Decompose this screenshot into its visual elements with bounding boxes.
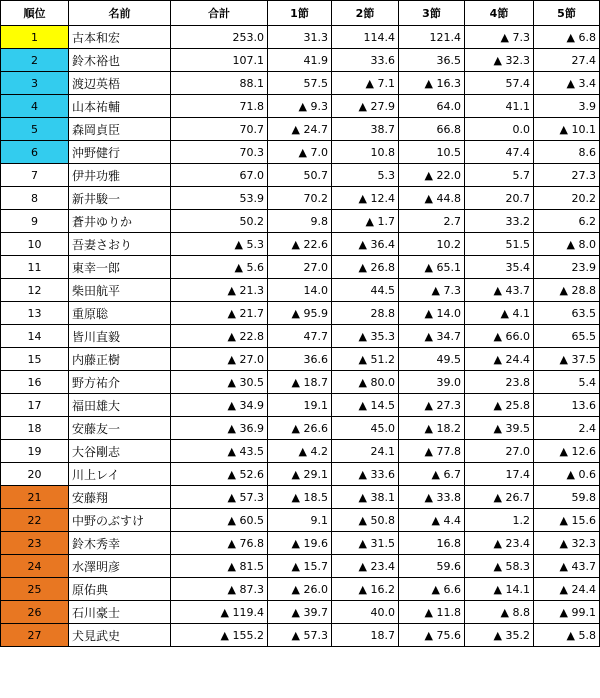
total-score: ▲ 21.3 [171, 279, 268, 302]
section-5-score: 8.6 [534, 141, 600, 164]
section-3-score: 2.7 [399, 210, 465, 233]
total-score: ▲ 155.2 [171, 624, 268, 647]
section-1-score: ▲ 9.3 [268, 95, 332, 118]
section-3-score: 64.0 [399, 95, 465, 118]
rank-cell: 8 [1, 187, 69, 210]
section-4-score: ▲ 35.2 [465, 624, 534, 647]
section-2-score: 28.8 [332, 302, 399, 325]
rank-cell: 7 [1, 164, 69, 187]
player-name: 吾妻さおり [69, 233, 171, 256]
header-total: 合計 [171, 1, 268, 26]
section-5-score: ▲ 43.7 [534, 555, 600, 578]
section-1-score: ▲ 18.7 [268, 371, 332, 394]
section-3-score: ▲ 22.0 [399, 164, 465, 187]
section-5-score: 63.5 [534, 302, 600, 325]
section-2-score: 114.4 [332, 26, 399, 49]
table-row [1, 256, 600, 279]
rank-cell: 12 [1, 279, 69, 302]
table-row [1, 486, 600, 509]
section-2-score: ▲ 26.8 [332, 256, 399, 279]
rank-cell: 15 [1, 348, 69, 371]
rank-cell: 18 [1, 417, 69, 440]
rank-cell: 23 [1, 532, 69, 555]
total-score: ▲ 76.8 [171, 532, 268, 555]
player-name: 渡辺英梧 [69, 72, 171, 95]
player-name: 中野のぶすけ [69, 509, 171, 532]
section-5-score: ▲ 99.1 [534, 601, 600, 624]
section-4-score: ▲ 7.3 [465, 26, 534, 49]
table-row [1, 187, 600, 210]
section-3-score: 39.0 [399, 371, 465, 394]
section-3-score: 36.5 [399, 49, 465, 72]
rank-cell: 25 [1, 578, 69, 601]
total-score: 50.2 [171, 210, 268, 233]
table-row [1, 348, 600, 371]
section-1-score: 57.5 [268, 72, 332, 95]
rank-cell: 1 [1, 26, 69, 49]
rank-cell: 22 [1, 509, 69, 532]
table-row [1, 118, 600, 141]
section-2-score: ▲ 31.5 [332, 532, 399, 555]
section-1-score: 47.7 [268, 325, 332, 348]
section-5-score: ▲ 32.3 [534, 532, 600, 555]
total-score: 67.0 [171, 164, 268, 187]
player-name: 鈴木裕也 [69, 49, 171, 72]
rank-cell: 2 [1, 49, 69, 72]
table-row [1, 509, 600, 532]
section-5-score: 65.5 [534, 325, 600, 348]
section-4-score: ▲ 25.8 [465, 394, 534, 417]
section-3-score: 10.5 [399, 141, 465, 164]
section-1-score: ▲ 4.2 [268, 440, 332, 463]
rank-cell: 3 [1, 72, 69, 95]
table-row [1, 164, 600, 187]
total-score: 253.0 [171, 26, 268, 49]
rank-cell: 24 [1, 555, 69, 578]
header-section-2: 2節 [332, 1, 399, 26]
table-row [1, 417, 600, 440]
table-row [1, 233, 600, 256]
player-name: 古本和宏 [69, 26, 171, 49]
player-name: 安藤友一 [69, 417, 171, 440]
section-5-score: 23.9 [534, 256, 600, 279]
section-5-score: 27.4 [534, 49, 600, 72]
total-score: ▲ 30.5 [171, 371, 268, 394]
section-3-score: 59.6 [399, 555, 465, 578]
section-3-score: ▲ 34.7 [399, 325, 465, 348]
section-3-score: ▲ 27.3 [399, 394, 465, 417]
section-2-score: ▲ 35.3 [332, 325, 399, 348]
table-row [1, 141, 600, 164]
section-1-score: ▲ 24.7 [268, 118, 332, 141]
rank-cell: 27 [1, 624, 69, 647]
section-3-score: 66.8 [399, 118, 465, 141]
section-4-score: 51.5 [465, 233, 534, 256]
section-4-score: 20.7 [465, 187, 534, 210]
section-5-score: ▲ 24.4 [534, 578, 600, 601]
header-rank: 順位 [1, 1, 69, 26]
total-score: 107.1 [171, 49, 268, 72]
section-5-score: ▲ 10.1 [534, 118, 600, 141]
rank-cell: 20 [1, 463, 69, 486]
section-4-score: 17.4 [465, 463, 534, 486]
player-name: 安藤翔 [69, 486, 171, 509]
section-1-score: 27.0 [268, 256, 332, 279]
player-name: 石川豪士 [69, 601, 171, 624]
rank-cell: 21 [1, 486, 69, 509]
rank-cell: 5 [1, 118, 69, 141]
section-2-score: 5.3 [332, 164, 399, 187]
player-name: 新井駿一 [69, 187, 171, 210]
section-5-score: ▲ 12.6 [534, 440, 600, 463]
section-4-score: ▲ 26.7 [465, 486, 534, 509]
table-row [1, 302, 600, 325]
section-4-score: ▲ 8.8 [465, 601, 534, 624]
section-2-score: ▲ 33.6 [332, 463, 399, 486]
table-row [1, 72, 600, 95]
section-3-score: ▲ 33.8 [399, 486, 465, 509]
section-3-score: ▲ 77.8 [399, 440, 465, 463]
section-4-score: ▲ 24.4 [465, 348, 534, 371]
section-1-score: ▲ 39.7 [268, 601, 332, 624]
total-score: ▲ 119.4 [171, 601, 268, 624]
section-4-score: 33.2 [465, 210, 534, 233]
section-1-score: 9.1 [268, 509, 332, 532]
section-1-score: ▲ 22.6 [268, 233, 332, 256]
section-3-score: ▲ 44.8 [399, 187, 465, 210]
table-row [1, 26, 600, 49]
section-5-score: 5.4 [534, 371, 600, 394]
section-4-score: ▲ 43.7 [465, 279, 534, 302]
total-score: 88.1 [171, 72, 268, 95]
section-1-score: ▲ 26.6 [268, 417, 332, 440]
total-score: 53.9 [171, 187, 268, 210]
total-score: ▲ 5.6 [171, 256, 268, 279]
header-section-5: 5節 [534, 1, 600, 26]
section-3-score: ▲ 75.6 [399, 624, 465, 647]
section-1-score: 41.9 [268, 49, 332, 72]
player-name: 東幸一郎 [69, 256, 171, 279]
section-2-score: ▲ 1.7 [332, 210, 399, 233]
section-2-score: ▲ 23.4 [332, 555, 399, 578]
section-4-score: 57.4 [465, 72, 534, 95]
section-1-score: ▲ 26.0 [268, 578, 332, 601]
player-name: 川上レイ [69, 463, 171, 486]
player-name: 鈴木秀幸 [69, 532, 171, 555]
rank-cell: 26 [1, 601, 69, 624]
header-row [1, 1, 600, 26]
section-5-score: 2.4 [534, 417, 600, 440]
player-name: 犬見武史 [69, 624, 171, 647]
section-1-score: 31.3 [268, 26, 332, 49]
section-4-score: 35.4 [465, 256, 534, 279]
section-2-score: 10.8 [332, 141, 399, 164]
section-3-score: ▲ 14.0 [399, 302, 465, 325]
section-3-score: ▲ 11.8 [399, 601, 465, 624]
rank-cell: 9 [1, 210, 69, 233]
header-section-3: 3節 [399, 1, 465, 26]
section-5-score: ▲ 5.8 [534, 624, 600, 647]
table-row [1, 325, 600, 348]
section-3-score: 121.4 [399, 26, 465, 49]
header-section-4: 4節 [465, 1, 534, 26]
section-4-score: 23.8 [465, 371, 534, 394]
rank-cell: 14 [1, 325, 69, 348]
rank-cell: 13 [1, 302, 69, 325]
section-2-score: ▲ 16.2 [332, 578, 399, 601]
total-score: 70.7 [171, 118, 268, 141]
section-1-score: ▲ 95.9 [268, 302, 332, 325]
table-row [1, 49, 600, 72]
section-4-score: ▲ 58.3 [465, 555, 534, 578]
section-1-score: ▲ 7.0 [268, 141, 332, 164]
rank-cell: 10 [1, 233, 69, 256]
section-5-score: 59.8 [534, 486, 600, 509]
total-score: ▲ 57.3 [171, 486, 268, 509]
section-1-score: 70.2 [268, 187, 332, 210]
total-score: ▲ 21.7 [171, 302, 268, 325]
table-row [1, 463, 600, 486]
rank-cell: 16 [1, 371, 69, 394]
table-row [1, 371, 600, 394]
section-5-score: 6.2 [534, 210, 600, 233]
section-3-score: ▲ 7.3 [399, 279, 465, 302]
total-score: ▲ 60.5 [171, 509, 268, 532]
section-5-score: ▲ 0.6 [534, 463, 600, 486]
section-3-score: 16.8 [399, 532, 465, 555]
section-1-score: 50.7 [268, 164, 332, 187]
section-5-score: 3.9 [534, 95, 600, 118]
section-4-score: 47.4 [465, 141, 534, 164]
section-5-score: ▲ 37.5 [534, 348, 600, 371]
player-name: 皆川直毅 [69, 325, 171, 348]
section-2-score: ▲ 38.1 [332, 486, 399, 509]
player-name: 大谷剛志 [69, 440, 171, 463]
section-5-score: ▲ 8.0 [534, 233, 600, 256]
section-3-score: ▲ 65.1 [399, 256, 465, 279]
rank-cell: 17 [1, 394, 69, 417]
section-1-score: ▲ 19.6 [268, 532, 332, 555]
section-3-score: 10.2 [399, 233, 465, 256]
table-row [1, 210, 600, 233]
section-1-score: 36.6 [268, 348, 332, 371]
section-4-score: ▲ 14.1 [465, 578, 534, 601]
section-1-score: 14.0 [268, 279, 332, 302]
player-name: 原佑典 [69, 578, 171, 601]
section-2-score: 44.5 [332, 279, 399, 302]
table-row [1, 578, 600, 601]
section-2-score: ▲ 12.4 [332, 187, 399, 210]
table-row [1, 394, 600, 417]
header-name: 名前 [69, 1, 171, 26]
section-4-score: 5.7 [465, 164, 534, 187]
section-2-score: ▲ 36.4 [332, 233, 399, 256]
section-2-score: ▲ 50.8 [332, 509, 399, 532]
section-2-score: 40.0 [332, 601, 399, 624]
player-name: 伊井功雅 [69, 164, 171, 187]
section-2-score: 33.6 [332, 49, 399, 72]
section-2-score: 45.0 [332, 417, 399, 440]
rank-cell: 11 [1, 256, 69, 279]
total-score: 70.3 [171, 141, 268, 164]
section-1-score: ▲ 15.7 [268, 555, 332, 578]
total-score: ▲ 87.3 [171, 578, 268, 601]
section-4-score: 1.2 [465, 509, 534, 532]
section-3-score: ▲ 6.6 [399, 578, 465, 601]
rank-cell: 19 [1, 440, 69, 463]
section-2-score: ▲ 27.9 [332, 95, 399, 118]
section-4-score: 0.0 [465, 118, 534, 141]
table-row [1, 555, 600, 578]
total-score: ▲ 22.8 [171, 325, 268, 348]
section-5-score: ▲ 6.8 [534, 26, 600, 49]
section-3-score: ▲ 4.4 [399, 509, 465, 532]
section-5-score: ▲ 3.4 [534, 72, 600, 95]
section-4-score: 41.1 [465, 95, 534, 118]
section-3-score: ▲ 16.3 [399, 72, 465, 95]
section-2-score: 38.7 [332, 118, 399, 141]
section-5-score: 20.2 [534, 187, 600, 210]
player-name: 山本祐輔 [69, 95, 171, 118]
player-name: 水澤明彦 [69, 555, 171, 578]
table-row [1, 95, 600, 118]
section-2-score: ▲ 7.1 [332, 72, 399, 95]
section-3-score: 49.5 [399, 348, 465, 371]
total-score: ▲ 36.9 [171, 417, 268, 440]
table-row [1, 279, 600, 302]
rank-cell: 4 [1, 95, 69, 118]
rank-cell: 6 [1, 141, 69, 164]
total-score: 71.8 [171, 95, 268, 118]
table-row [1, 440, 600, 463]
section-4-score: ▲ 39.5 [465, 417, 534, 440]
section-4-score: ▲ 4.1 [465, 302, 534, 325]
player-name: 沖野健行 [69, 141, 171, 164]
section-2-score: ▲ 51.2 [332, 348, 399, 371]
player-name: 内藤正樹 [69, 348, 171, 371]
player-name: 森岡貞臣 [69, 118, 171, 141]
player-name: 蒼井ゆりか [69, 210, 171, 233]
section-3-score: ▲ 18.2 [399, 417, 465, 440]
section-3-score: ▲ 6.7 [399, 463, 465, 486]
section-5-score: ▲ 15.6 [534, 509, 600, 532]
total-score: ▲ 43.5 [171, 440, 268, 463]
section-5-score: 13.6 [534, 394, 600, 417]
section-2-score: ▲ 80.0 [332, 371, 399, 394]
section-5-score: 27.3 [534, 164, 600, 187]
player-name: 柴田航平 [69, 279, 171, 302]
player-name: 福田雄大 [69, 394, 171, 417]
total-score: ▲ 52.6 [171, 463, 268, 486]
section-1-score: 19.1 [268, 394, 332, 417]
section-1-score: ▲ 18.5 [268, 486, 332, 509]
section-2-score: 18.7 [332, 624, 399, 647]
section-5-score: ▲ 28.8 [534, 279, 600, 302]
player-name: 重原聡 [69, 302, 171, 325]
section-2-score: ▲ 14.5 [332, 394, 399, 417]
section-4-score: ▲ 23.4 [465, 532, 534, 555]
section-1-score: ▲ 29.1 [268, 463, 332, 486]
total-score: ▲ 34.9 [171, 394, 268, 417]
total-score: ▲ 5.3 [171, 233, 268, 256]
table-row [1, 532, 600, 555]
header-section-1: 1節 [268, 1, 332, 26]
section-1-score: 9.8 [268, 210, 332, 233]
section-4-score: ▲ 66.0 [465, 325, 534, 348]
section-2-score: 24.1 [332, 440, 399, 463]
table-row [1, 624, 600, 647]
section-4-score: ▲ 32.3 [465, 49, 534, 72]
total-score: ▲ 27.0 [171, 348, 268, 371]
table-row [1, 601, 600, 624]
section-4-score: 27.0 [465, 440, 534, 463]
player-name: 野方祐介 [69, 371, 171, 394]
section-1-score: ▲ 57.3 [268, 624, 332, 647]
total-score: ▲ 81.5 [171, 555, 268, 578]
